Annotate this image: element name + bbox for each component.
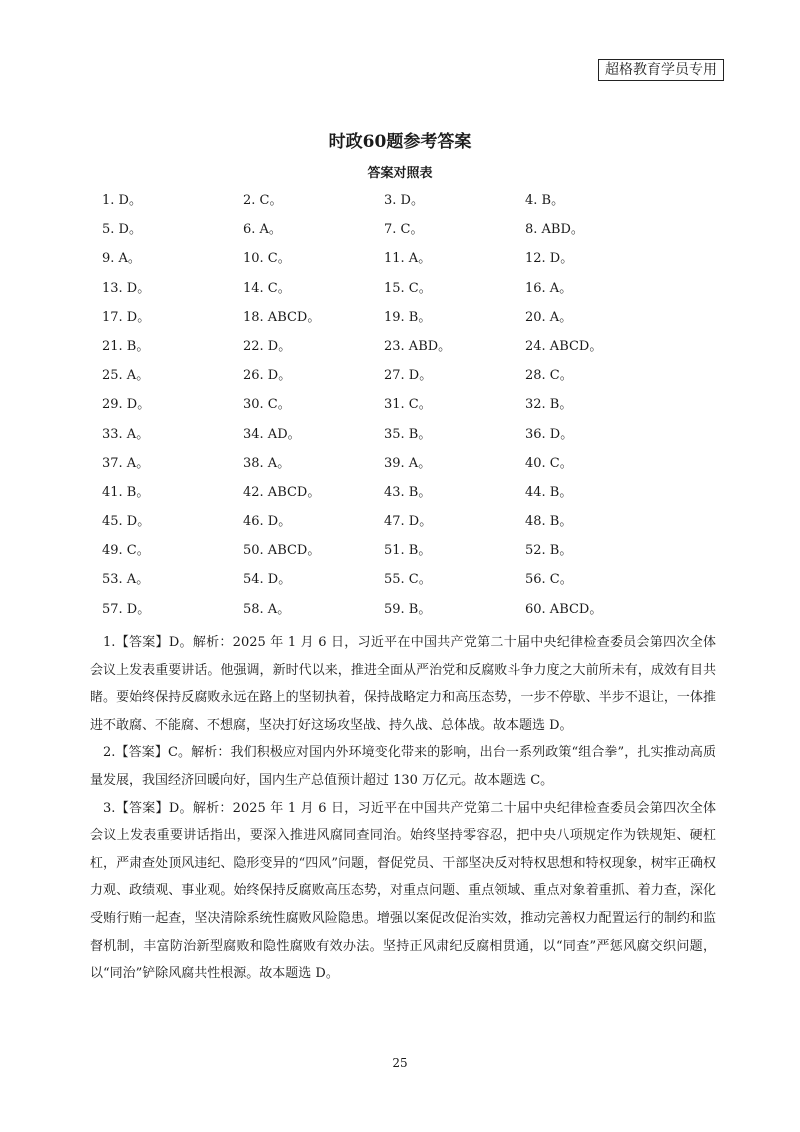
answer-item-10: 10. C。: [243, 251, 291, 267]
answer-item-47: 47. D。: [384, 514, 433, 530]
answer-item-43: 43. B。: [384, 484, 432, 500]
answer-item-45: 45. D。: [102, 514, 151, 530]
analysis-paragraph-2: 2.【答案】C。解析：我们积极应对国内外环境变化带来的影响，出台一系列政策“组合拳”，扎实推动高质量发展，我国经济回暖向好，国内生产总值预计超过 130 万亿元。故本题选 C。: [90, 745, 716, 788]
answer-item-49: 49. C。: [102, 543, 150, 559]
answer-item-54: 54. D。: [243, 572, 292, 588]
page-title: 时政60题参考答案: [328, 132, 472, 152]
answer-item-41: 41. B。: [102, 484, 150, 500]
answer-item-4: 4. B。: [525, 193, 565, 208]
answer-item-15: 15. C。: [384, 280, 432, 296]
header-stamp: 超格教育学员专用: [598, 59, 724, 81]
answer-item-44: 44. B。: [525, 484, 573, 500]
answer-item-53: 53. A。: [102, 572, 150, 588]
answer-item-25: 25. A。: [102, 368, 150, 384]
answer-item-1: 1. D。: [102, 193, 142, 208]
answer-item-18: 18. ABCD。: [243, 309, 321, 325]
answer-item-26: 26. D。: [243, 368, 292, 384]
answer-item-34: 34. AD。: [243, 426, 301, 442]
answer-item-58: 58. A。: [243, 601, 291, 617]
answer-item-29: 29. D。: [102, 397, 151, 413]
answer-item-24: 24. ABCD。: [525, 338, 603, 354]
answer-item-17: 17. D。: [102, 309, 151, 325]
answer-item-33: 33. A。: [102, 426, 150, 442]
answer-item-2: 2. C。: [243, 193, 283, 208]
page-number: 25: [392, 1056, 408, 1070]
answer-item-19: 19. B。: [384, 309, 432, 325]
answer-item-36: 36. D。: [525, 426, 574, 442]
answer-item-8: 8. ABD。: [525, 222, 584, 238]
answer-item-13: 13. D。: [102, 280, 151, 296]
answer-item-11: 11. A。: [384, 251, 432, 267]
answer-item-50: 50. ABCD。: [243, 543, 321, 559]
answer-item-9: 9. A。: [102, 251, 141, 267]
answer-item-42: 42. ABCD。: [243, 484, 321, 500]
answer-table-title: 答案对照表: [367, 166, 433, 181]
answer-item-55: 55. C。: [384, 572, 432, 588]
answer-item-14: 14. C。: [243, 280, 291, 296]
answer-item-52: 52. B。: [525, 543, 573, 559]
answer-item-30: 30. C。: [243, 397, 291, 413]
answer-item-28: 28. C。: [525, 368, 573, 384]
answer-item-57: 57. D。: [102, 601, 151, 617]
answer-item-3: 3. D。: [384, 193, 424, 208]
answer-item-27: 27. D。: [384, 368, 433, 384]
answer-item-40: 40. C。: [525, 455, 573, 471]
answer-item-12: 12. D。: [525, 251, 574, 267]
analysis-paragraph-3: 3.【答案】D。解析：2025 年 1 月 6 日，习近平在中国共产党第二十届中央纪律检查委员会第四次全体会议上发表重要讲话指出，要深入推进风腐同查同治。始终坚持零容忍，把中央八项规定作为铁规矩、硬杠杠，严肃查处顶风违纪、隐形变异的“四风”问题，督促党员、干部坚决反对特权思想和特权现象，树牢正确权力观、政绩观、事业观。始终保持反腐败高压态势，对重点问题、重点领域、重点对象着重抓、着力查，深化受贿行贿一起查，坚决清除系统性腐败风险隐患。增强以案促改促治实效，推动完善权力配置运行的制约和监督机制，丰富防治新型腐败和隐性腐败有效办法。坚持正风肃纪反腐相贯通，以“同查”严惩风腐交织问题，以“同治”铲除风腐共性根源。故本题选 D。: [90, 800, 716, 982]
analysis-section: [90, 629, 716, 988]
answer-item-35: 35. B。: [384, 426, 432, 442]
answer-item-21: 21. B。: [102, 338, 150, 354]
answer-item-6: 6. A。: [243, 222, 282, 238]
answer-item-38: 38. A。: [243, 455, 291, 471]
answer-item-51: 51. B。: [384, 543, 432, 559]
answer-item-7: 7. C。: [384, 222, 424, 238]
answer-item-16: 16. A。: [525, 280, 573, 296]
answer-item-20: 20. A。: [525, 309, 573, 325]
answer-item-23: 23. ABD。: [384, 338, 452, 354]
answer-item-59: 59. B。: [384, 601, 432, 617]
answer-item-39: 39. A。: [384, 455, 432, 471]
answer-item-48: 48. B。: [525, 514, 573, 530]
answer-item-31: 31. C。: [384, 397, 432, 413]
analysis-paragraph-1: 1.【答案】D。解析：2025 年 1 月 6 日，习近平在中国共产党第二十届中央纪律检查委员会第四次全体会议上发表重要讲话。他强调，新时代以来，推进全面从严治党和反腐败斗争力度之大前所未有，成效有目共睹。要始终保持反腐败永远在路上的坚韧执着，保持战略定力和高压态势，一步不停歇、半步不退让，一体推进不敢腐、不能腐、不想腐，坚决打好这场攻坚战、持久战、总体战。故本题选 D。: [90, 635, 716, 733]
answer-item-60: 60. ABCD。: [525, 601, 603, 617]
answer-item-37: 37. A。: [102, 455, 150, 471]
answer-grid: [102, 191, 722, 629]
answer-item-32: 32. B。: [525, 397, 573, 413]
answer-item-5: 5. D。: [102, 222, 142, 238]
answer-item-56: 56. C。: [525, 572, 573, 588]
answer-item-46: 46. D。: [243, 514, 292, 530]
answer-item-22: 22. D。: [243, 338, 292, 354]
